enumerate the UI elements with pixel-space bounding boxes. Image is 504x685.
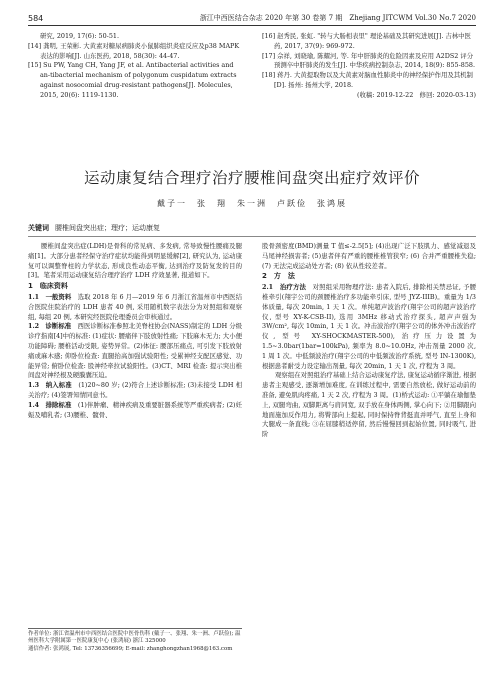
keywords [28,223,160,233]
subsection-paragraph: 1.2 诊断标准 西医诊断标准参照北美脊柱协会(NASS)制定的 LDH 分级诊疗指南[4]中的标准: (1)症状: 腰痛伴下肢放射性痛; 下肢麻木无力; 大小便功能障碍; 腰椎活动受限, 姿势异常。(2)体征: 腰部压痛点, 可引发下肢放射痛或麻木感; 仰卧位检查: 直腿抬高加强试验阳性; 受累神经支配区感觉、功能异常; 俯卧位检查: 股神经牵拉试验阳性。(3)CT、MRI 检查: 提示突出椎间盘对神经根及硬膜囊压迫。 [28,322,243,380]
article-title: 运动康复结合理疗治疗腰椎间盘突出症疗效评价 [83,169,420,187]
references-right [262,32,476,101]
subsection-heading: 2.1 治疗方法 [262,283,307,292]
keywords-text: 腰椎间盘突出症；理疗；运动康复 [55,224,160,232]
reference-item: [15] Su PW, Yang CH, Yang JF, et al. Antibacterial activities and an-tibacterial mechanism of polygonum cuspidatum extracts against nosocomial drug-resistant pathogens[J]. Molecules, 2015, 20(6): 1119-1130. [28,61,237,99]
reference-item: 研究, 2019, 17(6): 50-51. [40,32,119,40]
subsection-paragraph: 1.4 排除标准 (1)伴肿瘤、精神疾病及重要脏器系统等严重疾病者; (2)妊娠及哺乳者; (3)腰椎、髋骨、 [28,400,242,419]
continued-paragraph: 股骨颈密度(BMD)测量 T 值≤-2.5[5]; (4)出现广泛下肢肌力、感觉减退及马尾神经损害者; (5)患者伴有严重的腰椎椎管狭窄; (6) 合并严重腰椎失稳; (7) 无法完成运动处方者; (8) 依从性较差者。 [262,242,476,270]
subsection-paragraph: 1.1 一般资料 选取 2018 年 6 月—2019 年 6 月浙江省温州市中西医结合医院住院治疗的 LDH 患者 40 例, 采用随机数字表法分为对照组和观察组, 每组 20 例, 本研究经医院伦理委员会审核通过。 [28,292,242,321]
subsection-paragraph: 2.1 治疗方法 对照组采用物理疗法: 患者入院后, 排除相关禁忌证, 予腰椎牵引(翔宇公司的颈腰椎治疗多功能牵引床, 型号 JYZ-IIIB)。重量为 1/3 体质量, 每次 20min, 1 天 1 次。单纯超声波治疗(翔宇公司的超声波治疗仪, 型号 XY-K-CSB-II), 选用 3MHz 移动式治疗探头, 超声声强为 3W/cm², 每次 10min, 1 天 1 次。冲击波治疗(翔宇公司的体外冲击波治疗仪, 型号 XY-SHOCKMASTER-500), 治疗压力设置为 1.5~3.0bar(1bar=100kPa), 频率为 8.0~10.0Hz, 冲击剂量 2000 次, 1 周 1 次。中低频波治疗(翔宇公司的中低频波治疗系统, 型号 IN-1300K), 根据患者耐受力设定输出剂量, 每次 20min, 1 天 1 次, 疗程为 3 周。 [262,283,477,370]
article-authors: 戴子一 张 翔 朱一洲 卢跃俭 张鸿展 [157,199,347,208]
body-right-column [262,242,476,440]
reference-item: [16] 赵秀民, 张虹. "转与大肠相表里" 理论基础及其研究进展[J]. 吉林中医药, 2017, 37(9): 969-972. [262,32,471,50]
received-dates: (收稿: 2019-12-22 修回: 2020-03-13) [356,90,476,99]
footnote [28,628,242,653]
reference-item: [17] 佘祥, 刘晓瑜, 陈耀河, 等. 年中肝肺炎的危险因素及应用 A2DS2 评分预测卒中肝肺炎的发生[J]. 中华疾病控制杂志, 2014, 18(9): 855-858. [262,51,475,70]
section-heading: 1 临床资料 [28,282,68,291]
reference-item: [14] 龚明, 王荣彬. 大黄素对糖尿病肺炎小鼠肺组织炎症反应及p38 MAPK 表达的影响[J]. 山东医药, 2018, 58(30): 44-47. [28,41,240,60]
subsection-heading: 1.4 排除标准 [28,400,72,409]
reference-item: [18] 蒋丹. 大黄提取物以及大黄素对脑血性肺炎中的神经保护作用及其机制[D]. 扬州: 扬州大学, 2018. [262,71,473,89]
page-number: 584 [28,14,44,23]
keywords-label: 关键词 [28,224,49,232]
running-header [28,8,476,26]
author-affiliation: 作者单位: 浙江省温州市中西医结合医院中医骨伤科 (戴子一、张翔、朱一洲、卢跃俭); 温州医科大学附属第一医院康复中心 (张鸿展) 浙江 325000 [28,631,241,645]
subsection-heading: 1.3 纳入标准 [28,381,72,390]
corresponding-author: 通信作者: 张鸿展, Tel: 13736356699; E-mail: zhanghongzhan1968@163.com [28,645,233,652]
subsection-heading: 1.1 一般资料 [28,292,72,301]
journal-name: 浙江中西医结合杂志 2020 年第 30 卷第 7 期 Zhejiang JITCWM Vol.30 No.7 2020 [199,14,476,22]
intro-paragraph: 腰椎间盘突出症(LDH)是骨科的常见病、多发病, 常导致慢性腰痛及腿痛[1]。大部分患者经保守治疗症状均能得到明显缓解[2], 研究认为, 运动康复可以调整脊柱的力学状态, 形成良性动态平衡, 达到治疗及防复发的目的[3]。笔者采用运动康复结合理疗治疗 LDH 疗效显著, 报道如下。 [28,242,242,280]
divider [28,236,476,237]
body-paragraph: 观察组在对照组治疗基础上结合运动康复疗法, 康复运动循序渐进, 根据患者主观感受, 逐渐增加难度, 在训练过程中, 需要自然放松, 做好运动前的准备, 避免肌肉疼痛, 1 天 2 次, 疗程为 3 周。(1)桥式运动: ①平躺在瑜伽垫上, 双腿弯曲, 双脚距离与肩同宽, 双手放在身体两侧, 掌心向下; ②用脚跟向地面施加反作用力, 将臀部向上提起, 同时保持脊背挺直并呼气, 直至上身和大腿成一条直线; ③在屈膝稍适停留, 然后慢慢回到起始位置, 同时吸气, 进阶 [262,371,476,439]
body-left-column [28,242,242,420]
subsection-paragraph: 1.3 纳入标准 (1)20~80 岁; (2)符合上述诊断标准; (3)未接受 LDH 相关治疗; (4)签署知情同意书。 [28,381,243,399]
section-heading: 2 方 法 [262,272,295,281]
subsection-heading: 1.2 诊断标准 [28,322,72,331]
references-left [28,32,242,101]
